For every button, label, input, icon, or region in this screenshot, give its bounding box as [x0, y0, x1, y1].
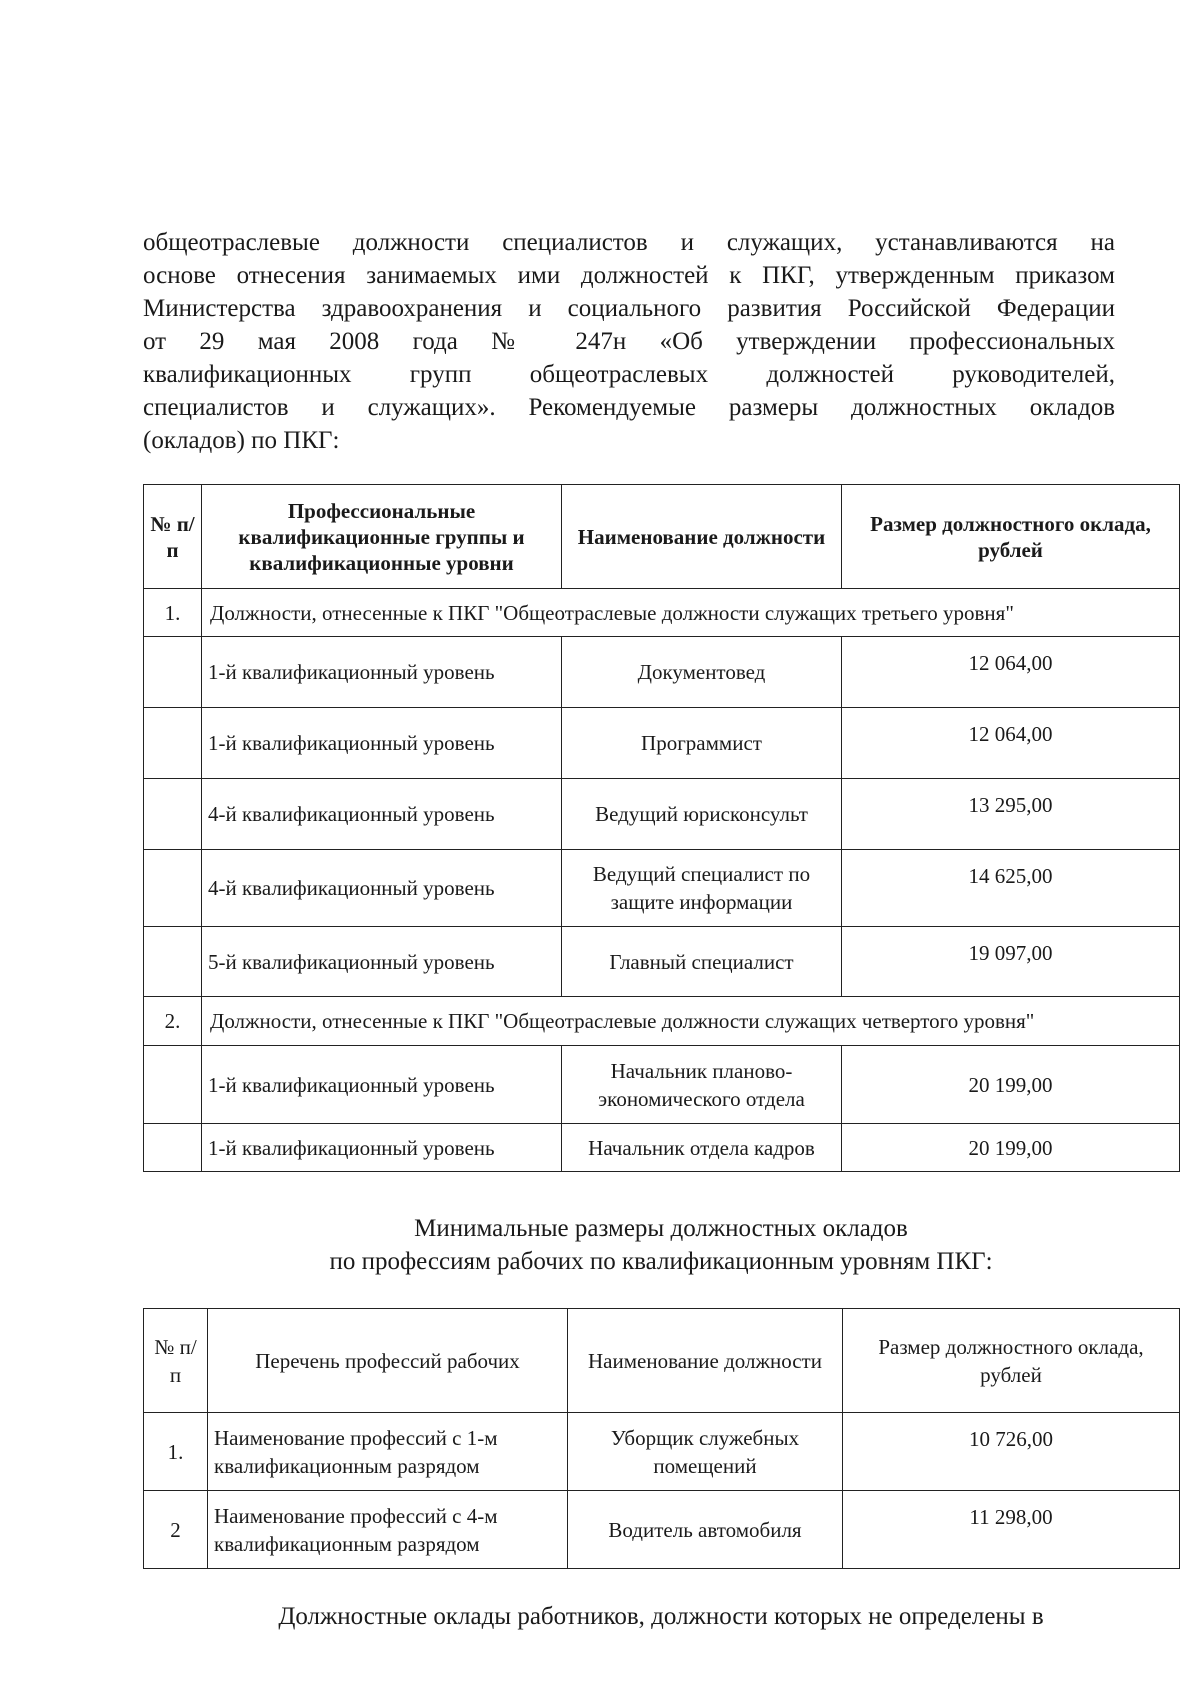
table-row [144, 637, 1180, 708]
row-level: 1-й квалификационный уровень [202, 637, 562, 708]
table-row [144, 850, 1180, 927]
row-level: 1-й квалификационный уровень [202, 1046, 562, 1124]
intro-line: специалистов и служащих». Рекомендуемые размеры должностных окладов [143, 394, 1115, 421]
table-header-row [144, 1309, 1180, 1413]
section-caption [143, 1212, 1179, 1278]
header-num: № п/п [144, 1309, 208, 1413]
row-level: 1-й квалификационный уровень [202, 1124, 562, 1172]
row-profession: Наименование профессий с 4-м квалификационным разрядом [208, 1491, 568, 1569]
row-position: Уборщик служебных помещений [568, 1413, 843, 1491]
row-level: 4-й квалификационный уровень [202, 779, 562, 850]
row-salary: 19 097,00 [842, 927, 1180, 997]
intro-paragraph [143, 226, 1115, 457]
row-num [144, 927, 202, 997]
row-num [144, 1046, 202, 1124]
row-level: 5-й квалификационный уровень [202, 927, 562, 997]
row-num [144, 708, 202, 779]
intro-line: (окладов) по ПКГ: [143, 427, 340, 454]
group-num: 2. [144, 997, 202, 1046]
row-num [144, 779, 202, 850]
row-position: Начальник планово-экономического отдела [562, 1046, 842, 1124]
caption-line: по профессиям рабочих по квалификационным уровням ПКГ: [329, 1248, 993, 1275]
row-position: Главный специалист [562, 927, 842, 997]
group-title: Должности, отнесенные к ПКГ "Общеотраслевые должности служащих третьего уровня" [202, 589, 1180, 637]
intro-line: от 29 мая 2008 года № 247н «Об утверждении профессиональных [143, 328, 1115, 355]
header-position: Наименование должности [562, 485, 842, 589]
table-row [144, 1124, 1180, 1172]
table-row [144, 1046, 1180, 1124]
row-num [144, 850, 202, 927]
intro-line: Министерства здравоохранения и социального развития Российской Федерации [143, 295, 1115, 322]
row-position: Ведущий юрисконсульт [562, 779, 842, 850]
group-num: 1. [144, 589, 202, 637]
header-salary: Размер должностного оклада, рублей [842, 485, 1180, 589]
row-salary: 13 295,00 [842, 779, 1180, 850]
row-position: Документовед [562, 637, 842, 708]
header-salary: Размер должностного оклада, рублей [843, 1309, 1180, 1413]
row-num: 1. [144, 1413, 208, 1491]
table-row [144, 1413, 1180, 1491]
row-num [144, 637, 202, 708]
row-salary: 20 199,00 [842, 1124, 1180, 1172]
row-num [144, 1124, 202, 1172]
row-position: Начальник отдела кадров [562, 1124, 842, 1172]
row-position: Водитель автомобиля [568, 1491, 843, 1569]
salary-table-pkg [143, 484, 1180, 1172]
row-salary: 20 199,00 [842, 1046, 1180, 1124]
row-position: Программист [562, 708, 842, 779]
group-row [144, 997, 1180, 1046]
row-salary: 11 298,00 [843, 1491, 1180, 1569]
row-position: Ведущий специалист по защите информации [562, 850, 842, 927]
row-num: 2 [144, 1491, 208, 1569]
table-row [144, 779, 1180, 850]
row-salary: 14 625,00 [842, 850, 1180, 927]
header-position: Наименование должности [568, 1309, 843, 1413]
row-profession: Наименование профессий с 1-м квалификационным разрядом [208, 1413, 568, 1491]
salary-table-workers [143, 1308, 1180, 1569]
row-salary: 12 064,00 [842, 637, 1180, 708]
tail-paragraph: Должностные оклады работников, должности которых не определены в [278, 1603, 1044, 1630]
header-profession: Перечень профессий рабочих [208, 1309, 568, 1413]
group-row [144, 589, 1180, 637]
intro-line: квалификационных групп общеотраслевых должностей руководителей, [143, 361, 1115, 388]
caption-line: Минимальные размеры должностных окладов [414, 1215, 908, 1242]
group-title: Должности, отнесенные к ПКГ "Общеотраслевые должности служащих четвертого уровня" [202, 997, 1180, 1046]
header-num: № п/п [144, 485, 202, 589]
table-header-row [144, 485, 1180, 589]
row-salary: 10 726,00 [843, 1413, 1180, 1491]
intro-line: основе отнесения занимаемых ими должностей к ПКГ, утвержденным приказом [143, 262, 1115, 289]
table-row [144, 927, 1180, 997]
table-row [144, 1491, 1180, 1569]
row-salary: 12 064,00 [842, 708, 1180, 779]
row-level: 1-й квалификационный уровень [202, 708, 562, 779]
row-level: 4-й квалификационный уровень [202, 850, 562, 927]
intro-line: общеотраслевые должности специалистов и служащих, устанавливаются на [143, 229, 1115, 256]
table-row [144, 708, 1180, 779]
header-group: Профессиональные квалификационные группы и квалификационные уровни [202, 485, 562, 589]
